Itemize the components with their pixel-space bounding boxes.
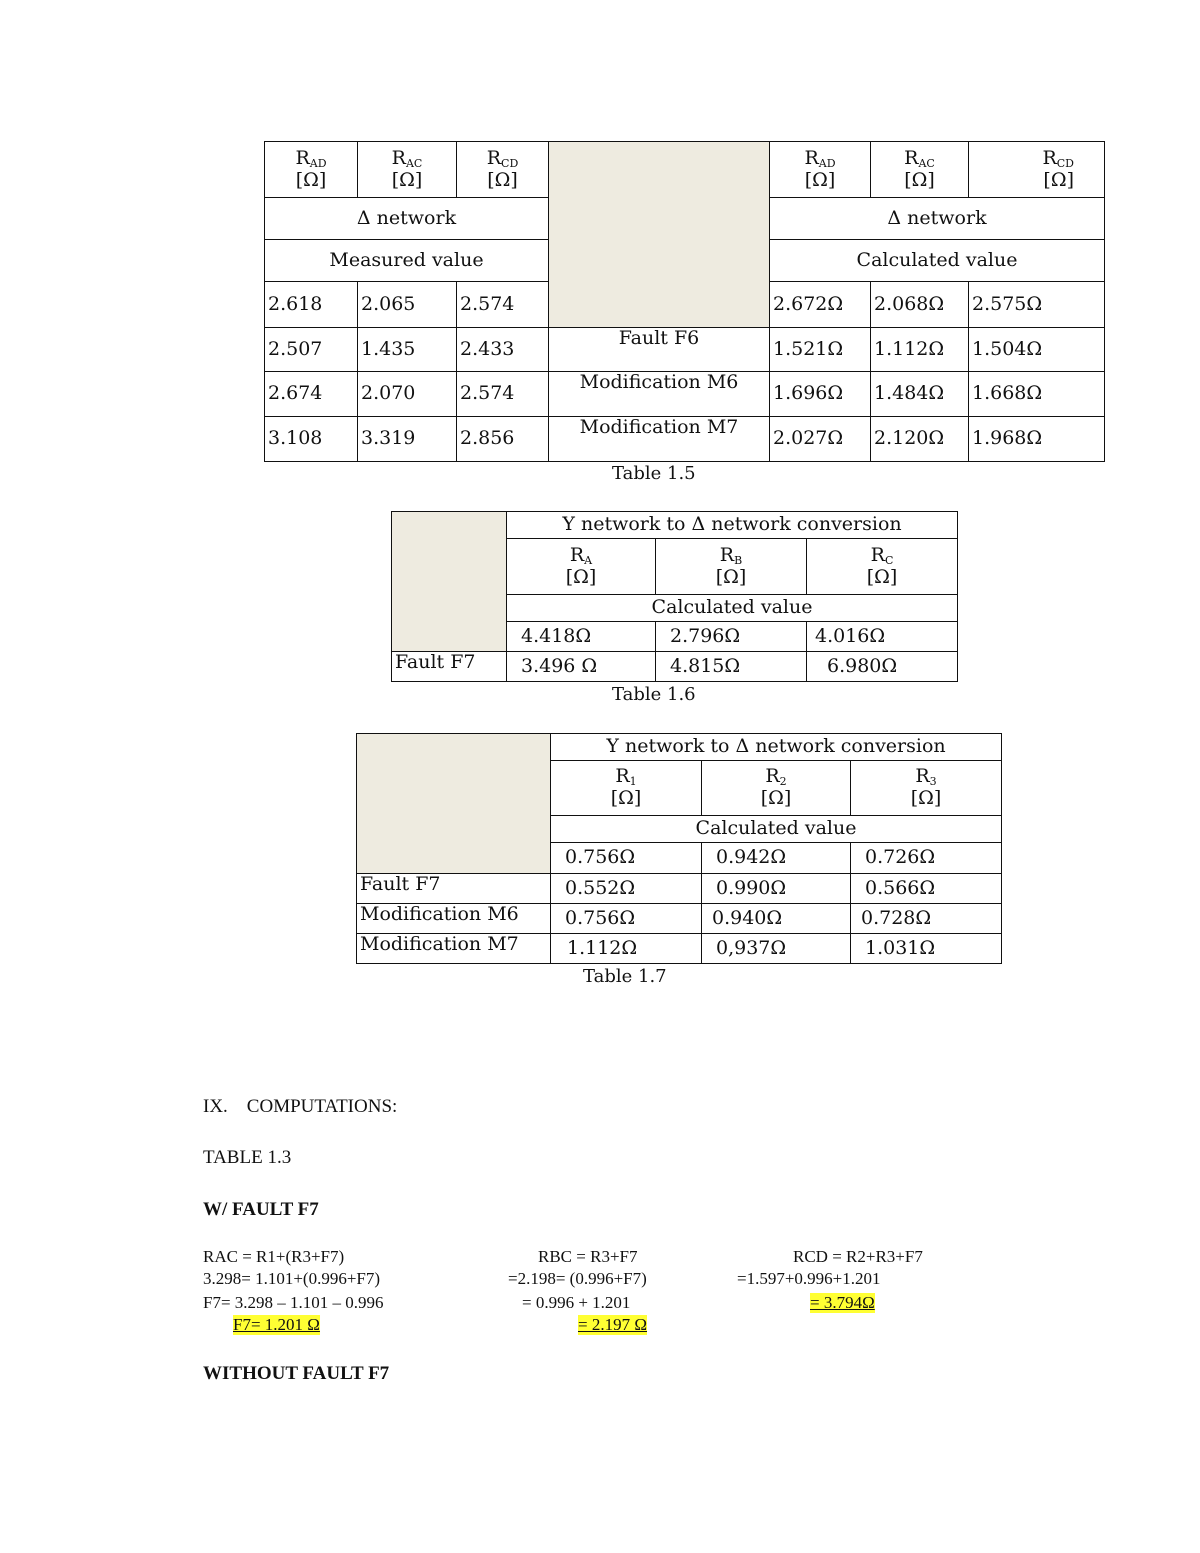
result-rcd: = 3.794Ω xyxy=(810,1293,875,1312)
cell: 1.112Ω xyxy=(551,934,702,964)
cell: 1.112Ω xyxy=(871,328,969,372)
cell: 2.507 xyxy=(265,328,358,372)
cell: 0.990Ω xyxy=(702,874,851,904)
table-1-6 xyxy=(391,511,958,682)
cell: 2.574 xyxy=(457,372,549,417)
cell: 1.968Ω xyxy=(969,417,1105,462)
calculated-value-label: Calculated value xyxy=(507,595,958,622)
cell: 2.672Ω xyxy=(770,282,871,328)
formula-rbc: RBC = R3+F7 xyxy=(538,1247,638,1266)
cell: 2.068Ω xyxy=(871,282,969,328)
cell: 3.319 xyxy=(358,417,457,462)
cell: 1.031Ω xyxy=(851,934,1002,964)
formula-rac: RAC = R1+(R3+F7) xyxy=(203,1247,345,1266)
cell: 2.070 xyxy=(358,372,457,417)
cell: 2.796Ω xyxy=(656,622,807,652)
cell: 0,937Ω xyxy=(702,934,851,964)
row-label-modification-m6: Modification M6 xyxy=(357,904,551,934)
calculated-value-label: Calculated value xyxy=(551,816,1002,843)
shaded-cell xyxy=(392,512,507,652)
cell: 0.552Ω xyxy=(551,874,702,904)
table-1-5-caption: Table 1.5 xyxy=(612,463,696,484)
cell: 1.668Ω xyxy=(969,372,1105,417)
header-r1: R1 [Ω] xyxy=(551,761,702,816)
conversion-title: Y network to Δ network conversion xyxy=(507,512,958,539)
header-r3: R3 [Ω] xyxy=(851,761,1002,816)
delta-network-label-right: Δ network xyxy=(770,198,1105,240)
cell: 2.856 xyxy=(457,417,549,462)
cell: 4.016Ω xyxy=(807,622,958,652)
header-rad-right: RAD [Ω] xyxy=(770,142,871,198)
conversion-title: Y network to Δ network conversion xyxy=(551,734,1002,761)
cell: 2.433 xyxy=(457,328,549,372)
cell: 0.756Ω xyxy=(551,843,702,874)
result-rbc: = 2.197 Ω xyxy=(578,1315,647,1334)
without-fault-heading: WITHOUT FAULT F7 xyxy=(203,1363,390,1384)
cell: 1.696Ω xyxy=(770,372,871,417)
table-label: TABLE 1.3 xyxy=(203,1147,292,1168)
cell: 2.027Ω xyxy=(770,417,871,462)
row-label-fault-f7: Fault F7 xyxy=(357,874,551,904)
table-1-7 xyxy=(356,733,1002,964)
row-label-modification-m7: Modification M7 xyxy=(549,417,770,462)
delta-network-label-left: Δ network xyxy=(265,198,549,240)
cell: 4.815Ω xyxy=(656,652,807,682)
cell: 0.940Ω xyxy=(702,904,851,934)
shaded-cell xyxy=(357,734,551,874)
formula-rac-step1: 3.298= 1.101+(0.996+F7) xyxy=(203,1269,381,1288)
header-rcd-right: RCD [Ω] xyxy=(969,142,1105,198)
cell: 1.484Ω xyxy=(871,372,969,417)
cell: 0.942Ω xyxy=(702,843,851,874)
header-rb: RB [Ω] xyxy=(656,539,807,595)
cell: 0.728Ω xyxy=(851,904,1002,934)
cell: 4.418Ω xyxy=(507,622,656,652)
table-1-7-caption: Table 1.7 xyxy=(583,966,667,987)
header-rcd-left: RCD [Ω] xyxy=(457,142,549,198)
cell: 2.574 xyxy=(457,282,549,328)
header-rac-right: RAC [Ω] xyxy=(871,142,969,198)
cell: 6.980Ω xyxy=(807,652,958,682)
measured-value-label: Measured value xyxy=(265,240,549,282)
cell: 1.521Ω xyxy=(770,328,871,372)
header-rac-left: RAC [Ω] xyxy=(358,142,457,198)
table-1-6-caption: Table 1.6 xyxy=(612,684,696,705)
row-label-fault-f7: Fault F7 xyxy=(392,652,507,682)
header-ra: RA [Ω] xyxy=(507,539,656,595)
with-fault-heading: W/ FAULT F7 xyxy=(203,1199,319,1220)
cell: 2.120Ω xyxy=(871,417,969,462)
cell: 2.674 xyxy=(265,372,358,417)
cell: 0.726Ω xyxy=(851,843,1002,874)
formula-rbc-step1: =2.198= (0.996+F7) xyxy=(508,1269,647,1288)
header-rad-left: RAD [Ω] xyxy=(265,142,358,198)
row-label-fault-f6: Fault F6 xyxy=(549,328,770,372)
cell: 0.566Ω xyxy=(851,874,1002,904)
cell: 1.504Ω xyxy=(969,328,1105,372)
formula-rac-step2: F7= 3.298 – 1.101 – 0.996 xyxy=(203,1293,384,1312)
cell: 0.756Ω xyxy=(551,904,702,934)
table-1-5 xyxy=(264,141,1105,462)
cell: 2.575Ω xyxy=(969,282,1105,328)
cell: 2.618 xyxy=(265,282,358,328)
cell: 3.108 xyxy=(265,417,358,462)
cell: 1.435 xyxy=(358,328,457,372)
calculated-value-label: Calculated value xyxy=(770,240,1105,282)
shaded-cell xyxy=(549,142,770,328)
formula-rcd-step1: =1.597+0.996+1.201 xyxy=(737,1269,881,1288)
result-f7: F7= 1.201 Ω xyxy=(233,1315,320,1334)
computations-heading: IX. COMPUTATIONS: xyxy=(203,1096,398,1117)
cell: 2.065 xyxy=(358,282,457,328)
header-r2: R2 [Ω] xyxy=(702,761,851,816)
row-label-modification-m7: Modification M7 xyxy=(357,934,551,964)
cell: 3.496 Ω xyxy=(507,652,656,682)
formula-rbc-step2: = 0.996 + 1.201 xyxy=(522,1293,631,1312)
header-rc: RC [Ω] xyxy=(807,539,958,595)
formula-rcd: RCD = R2+R3+F7 xyxy=(793,1247,923,1266)
row-label-modification-m6: Modification M6 xyxy=(549,372,770,417)
